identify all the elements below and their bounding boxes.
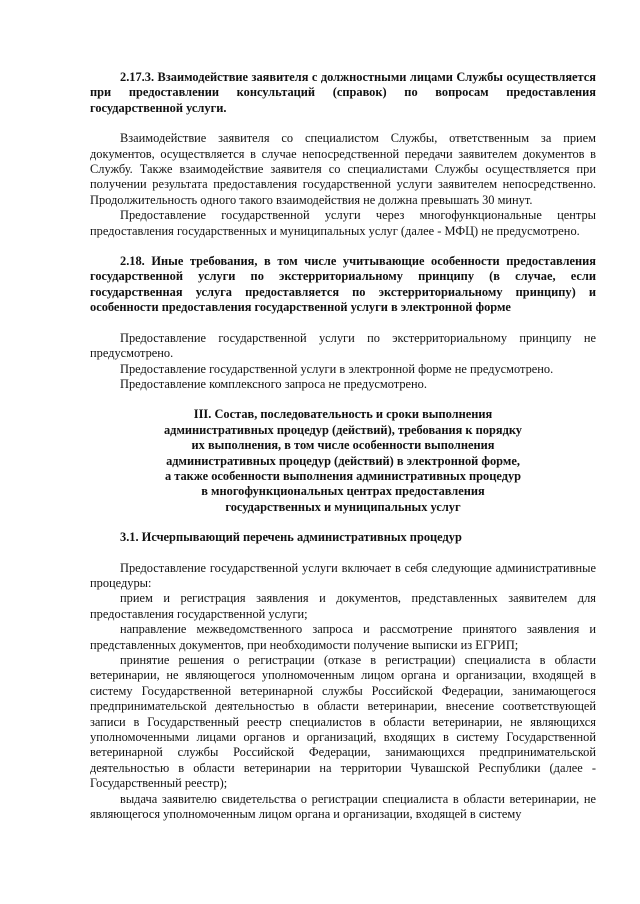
heading-3-1: 3.1. Исчерпывающий перечень административных процедур [120,530,462,545]
paragraph-interaction: Взаимодействие заявителя со специалистом Службы, ответственным за прием документов, осуществляется в случае непосредственной передачи заявителем документов в Службу. Также взаимодействие заявителя со специалистами Службы осуществляется при получении результата предоставления государственной услуги заявителем непосредственно. Продолжительность одного такого взаимодействия не должна превышать 30 минут. [90,131,596,207]
paragraph-complex-request: Предоставление комплексного запроса не предусмотрено. [120,376,427,391]
section-title-line: административных процедур (действий) в электронной форме, [166,453,520,468]
section-title-line: III. Состав, последовательность и сроки выполнения [193,407,493,422]
paragraph-electronic: Предоставление государственной услуги в электронной форме не предусмотрено. [120,361,554,376]
list-item: выдача заявителю свидетельства о регистрации специалиста в области ветеринарии, не являющегося уполномоченным лицом органа и организации, входящей в систему [90,791,596,822]
paragraph-mfc: Предоставление государственной услуги через многофункциональные центры предоставления государственных и муниципальных услуг (далее - МФЦ) не предусмотрено. [90,208,596,238]
section-title-line: их выполнения, в том числе особенности выполнения [191,438,495,453]
heading-2-18: 2.18. Иные требования, в том числе учитывающие особенности предоставления государственной услуги по экстерриториальному принципу (в случае, если государственная услуга предоставляется по экстерриториальному принципу) и особенности предоставления государственной услуги в электронной форме [90,254,596,315]
section-title-line: административных процедур (действий), требования к порядку [163,422,522,437]
paragraph-procedures-intro: Предоставление государственной услуги включает в себя следующие административные процедуры: [90,560,596,590]
section-title-line: государственных и муниципальных услуг [225,499,461,514]
list-item: прием и регистрация заявления и документов, представленных заявителем для предоставления государственной услуги; [90,591,596,621]
paragraph-extraterritorial: Предоставление государственной услуги по экстерриториальному принципу не предусмотрено. [90,330,596,361]
section-title-line: в многофункциональных центрах предоставления [201,484,485,499]
section-3-title [90,407,596,515]
list-item: принятие решения о регистрации (отказе в регистрации) специалиста в области ветеринарии, не являющегося уполномоченным лицом органа и организации, входящей в систему Государственной ветеринарной службы Российской Федерации, занимающегося предпринимательской деятельностью в области ветеринарии, внесение соответствующей записи в Государственный реестр специалистов в области ветеринарии, не являющихся уполномоченными лицами органов и организаций, входящих в систему Государственной ветеринарной службы Российской Федерации, занимающихся предпринимательской деятельностью в области ветеринарии на территории Чувашской Республики (далее - Государственный реестр); [90,653,596,791]
section-title-line: а также особенности выполнения административных процедур [164,468,522,483]
procedures-list [90,591,596,822]
list-item: направление межведомственного запроса и рассмотрение принятого заявления и представленных документов, при необходимости получение выписки из ЕГРИП; [90,622,596,652]
heading-2-17-3: 2.17.3. Взаимодействие заявителя с должностными лицами Службы осуществляется при предоставлении консультаций (справок) по вопросам предоставления государственной услуги. [90,70,596,115]
